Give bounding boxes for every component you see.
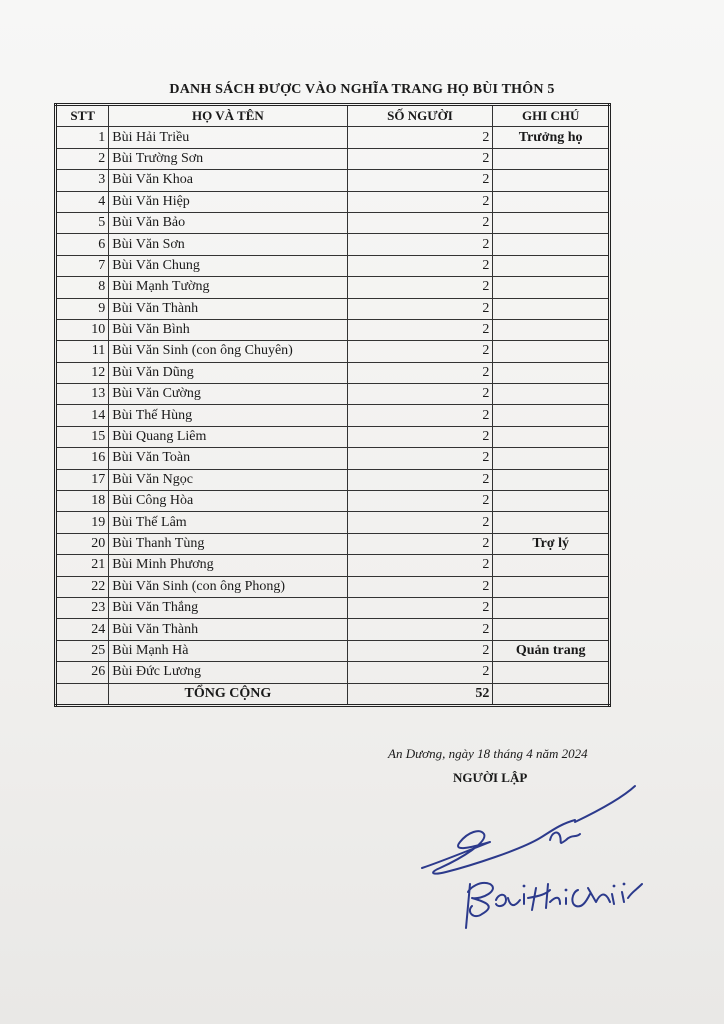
row-name: Bùi Văn Sơn bbox=[109, 234, 347, 255]
document-title: DANH SÁCH ĐƯỢC VÀO NGHĨA TRANG HỌ BÙI THÔN 5 bbox=[169, 82, 555, 97]
row-count: 2 bbox=[347, 319, 493, 340]
row-stt: 8 bbox=[56, 277, 109, 298]
row-stt: 3 bbox=[56, 170, 109, 191]
place-date: An Dương, ngày 18 tháng 4 năm 2024 bbox=[388, 746, 588, 761]
row-count: 2 bbox=[347, 384, 493, 405]
table-row bbox=[56, 319, 610, 340]
row-stt: 9 bbox=[56, 298, 109, 319]
row-count: 2 bbox=[347, 298, 493, 319]
row-stt: 11 bbox=[56, 341, 109, 362]
row-note bbox=[493, 341, 610, 362]
table-row bbox=[56, 426, 610, 447]
row-name: Bùi Văn Khoa bbox=[109, 170, 347, 191]
row-note bbox=[493, 298, 610, 319]
row-note bbox=[493, 619, 610, 640]
row-stt: 26 bbox=[56, 662, 109, 683]
row-note bbox=[493, 405, 610, 426]
total-row bbox=[56, 683, 610, 705]
row-note bbox=[493, 469, 610, 490]
row-count: 2 bbox=[347, 533, 493, 554]
table-row bbox=[56, 662, 610, 683]
header-note: GHI CHÚ bbox=[493, 105, 610, 127]
row-name: Bùi Mạnh Tường bbox=[109, 277, 347, 298]
total-label: TỔNG CỘNG bbox=[109, 683, 347, 705]
row-count: 2 bbox=[347, 597, 493, 618]
row-stt: 1 bbox=[56, 127, 109, 148]
table-row bbox=[56, 234, 610, 255]
table-row bbox=[56, 212, 610, 233]
row-name: Bùi Văn Thành bbox=[109, 298, 347, 319]
row-count: 2 bbox=[347, 148, 493, 169]
row-stt: 19 bbox=[56, 512, 109, 533]
row-name: Bùi Thế Lâm bbox=[109, 512, 347, 533]
row-stt: 4 bbox=[56, 191, 109, 212]
table-row bbox=[56, 255, 610, 276]
row-name: Bùi Quang Liêm bbox=[109, 426, 347, 447]
row-note bbox=[493, 597, 610, 618]
row-count: 2 bbox=[347, 170, 493, 191]
row-name: Bùi Văn Chung bbox=[109, 255, 347, 276]
table-row bbox=[56, 384, 610, 405]
table-row bbox=[56, 597, 610, 618]
row-note bbox=[493, 491, 610, 512]
table-row bbox=[56, 491, 610, 512]
row-count: 2 bbox=[347, 234, 493, 255]
table-row bbox=[56, 191, 610, 212]
row-name: Bùi Văn Thành bbox=[109, 619, 347, 640]
total-stt-cell bbox=[56, 683, 109, 705]
row-stt: 25 bbox=[56, 640, 109, 661]
row-name: Bùi Đức Lương bbox=[109, 662, 347, 683]
total-note-cell bbox=[493, 683, 610, 705]
row-stt: 15 bbox=[56, 426, 109, 447]
row-note bbox=[493, 362, 610, 383]
row-name: Bùi Công Hòa bbox=[109, 491, 347, 512]
table-row bbox=[56, 277, 610, 298]
table-header-row bbox=[56, 105, 610, 127]
table-row bbox=[56, 341, 610, 362]
row-count: 2 bbox=[347, 576, 493, 597]
row-stt: 22 bbox=[56, 576, 109, 597]
row-stt: 2 bbox=[56, 148, 109, 169]
row-name: Bùi Văn Hiệp bbox=[109, 191, 347, 212]
preparer-label: NGƯỜI LẬP bbox=[453, 770, 528, 785]
row-note bbox=[493, 426, 610, 447]
row-name: Bùi Văn Dũng bbox=[109, 362, 347, 383]
row-note bbox=[493, 448, 610, 469]
row-stt: 23 bbox=[56, 597, 109, 618]
signature-image bbox=[400, 780, 690, 940]
table-row bbox=[56, 170, 610, 191]
row-count: 2 bbox=[347, 362, 493, 383]
row-count: 2 bbox=[347, 448, 493, 469]
row-count: 2 bbox=[347, 277, 493, 298]
row-note bbox=[493, 212, 610, 233]
row-stt: 21 bbox=[56, 555, 109, 576]
table-row bbox=[56, 448, 610, 469]
row-count: 2 bbox=[347, 341, 493, 362]
row-name: Bùi Hải Triều bbox=[109, 127, 347, 148]
row-stt: 13 bbox=[56, 384, 109, 405]
table-row bbox=[56, 619, 610, 640]
table-row bbox=[56, 533, 610, 554]
row-note bbox=[493, 555, 610, 576]
row-count: 2 bbox=[347, 212, 493, 233]
row-stt: 10 bbox=[56, 319, 109, 340]
row-stt: 7 bbox=[56, 255, 109, 276]
header-stt: STT bbox=[56, 105, 109, 127]
row-note: Trợ lý bbox=[493, 533, 610, 554]
row-note: Trưởng họ bbox=[493, 127, 610, 148]
table-row bbox=[56, 148, 610, 169]
row-count: 2 bbox=[347, 255, 493, 276]
table-row bbox=[56, 576, 610, 597]
row-name: Bùi Văn Toàn bbox=[109, 448, 347, 469]
row-name: Bùi Minh Phương bbox=[109, 555, 347, 576]
row-name: Bùi Văn Cường bbox=[109, 384, 347, 405]
row-count: 2 bbox=[347, 191, 493, 212]
row-count: 2 bbox=[347, 662, 493, 683]
row-note bbox=[493, 255, 610, 276]
table-row bbox=[56, 362, 610, 383]
row-stt: 14 bbox=[56, 405, 109, 426]
table-row bbox=[56, 298, 610, 319]
row-stt: 17 bbox=[56, 469, 109, 490]
row-count: 2 bbox=[347, 405, 493, 426]
roster-table bbox=[54, 103, 611, 707]
row-note bbox=[493, 576, 610, 597]
row-stt: 12 bbox=[56, 362, 109, 383]
table-row bbox=[56, 405, 610, 426]
row-note bbox=[493, 234, 610, 255]
row-count: 2 bbox=[347, 469, 493, 490]
row-name: Bùi Văn Sinh (con ông Phong) bbox=[109, 576, 347, 597]
row-name: Bùi Văn Bảo bbox=[109, 212, 347, 233]
row-stt: 18 bbox=[56, 491, 109, 512]
row-name: Bùi Văn Ngọc bbox=[109, 469, 347, 490]
header-name: HỌ VÀ TÊN bbox=[109, 105, 347, 127]
row-name: Bùi Văn Bình bbox=[109, 319, 347, 340]
row-note bbox=[493, 319, 610, 340]
row-name: Bùi Văn Thắng bbox=[109, 597, 347, 618]
table-row bbox=[56, 640, 610, 661]
row-stt: 24 bbox=[56, 619, 109, 640]
row-note bbox=[493, 148, 610, 169]
row-count: 2 bbox=[347, 640, 493, 661]
header-count: SỐ NGƯỜI bbox=[347, 105, 493, 127]
row-count: 2 bbox=[347, 619, 493, 640]
row-note: Quản trang bbox=[493, 640, 610, 661]
row-name: Bùi Thanh Tùng bbox=[109, 533, 347, 554]
row-count: 2 bbox=[347, 426, 493, 447]
row-count: 2 bbox=[347, 555, 493, 576]
row-count: 2 bbox=[347, 491, 493, 512]
row-count: 2 bbox=[347, 127, 493, 148]
row-name: Bùi Văn Sinh (con ông Chuyên) bbox=[109, 341, 347, 362]
row-note bbox=[493, 384, 610, 405]
row-note bbox=[493, 170, 610, 191]
row-count: 2 bbox=[347, 512, 493, 533]
table-row bbox=[56, 512, 610, 533]
row-name: Bùi Mạnh Hà bbox=[109, 640, 347, 661]
table-row bbox=[56, 469, 610, 490]
row-stt: 6 bbox=[56, 234, 109, 255]
row-note bbox=[493, 512, 610, 533]
row-stt: 20 bbox=[56, 533, 109, 554]
row-name: Bùi Trường Sơn bbox=[109, 148, 347, 169]
row-note bbox=[493, 277, 610, 298]
row-note bbox=[493, 191, 610, 212]
total-count: 52 bbox=[347, 683, 493, 705]
table-row bbox=[56, 555, 610, 576]
row-stt: 16 bbox=[56, 448, 109, 469]
roster-body bbox=[56, 127, 610, 683]
row-note bbox=[493, 662, 610, 683]
row-stt: 5 bbox=[56, 212, 109, 233]
table-row bbox=[56, 127, 610, 148]
row-name: Bùi Thế Hùng bbox=[109, 405, 347, 426]
